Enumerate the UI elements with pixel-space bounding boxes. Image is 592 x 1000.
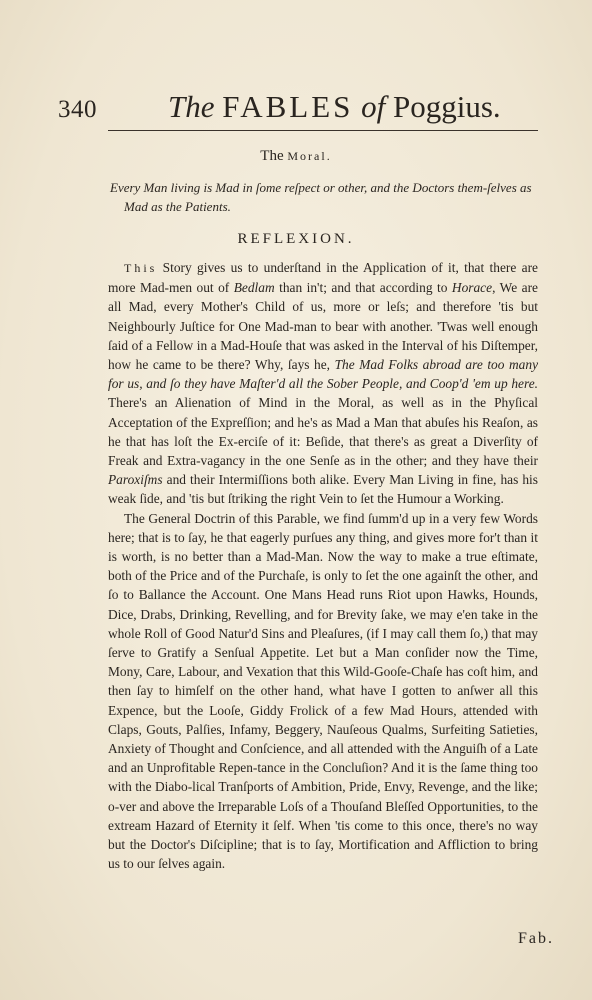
reflexion-heading: REFLEXION. [237, 231, 355, 247]
body-text [108, 258, 538, 874]
running-head-the: The [168, 89, 215, 124]
paragraph-1-s4: There's an Alienation of Mind in the Moral, as well as in the Phyſical Acceptation of the Expreſſion; and he's as Mad a Man that abuſes his Reaſon, as he that has loſt the Ex-erciſe of it: Beſide, that there's as great a Diverſity of Freak and Extra-vagancy in the one Senſe as in the other; and they have their [108, 395, 538, 469]
page-number: 340 [58, 96, 97, 123]
running-head-of: of [361, 89, 386, 124]
paragraph-1-s3: , We are all Mad, every Mother's Child of us, more or leſs; and therefore 'tis but Neighbourly Juſtice for One Mad-man to bear with another. 'Twas well enough ſaid of a Fellow in a Mad-Houſe that was asked in the Interval of his Diſtemper, how he came to be there? Why, ſays he, [108, 280, 538, 373]
paragraph-1-i2: Horace [451, 280, 493, 296]
moral-heading-the: The [260, 148, 284, 164]
catchword: Fab. [518, 930, 554, 947]
header-rule [108, 130, 538, 131]
running-head-author: Poggius. [393, 89, 501, 124]
moral-heading-word: Moral. [287, 149, 332, 163]
paragraph-1 [108, 258, 538, 509]
running-head [168, 89, 528, 125]
paragraph-1-s5: and their Intermiſſions both alike. Every Man Living in fine, has his weak ſide, and 'tis but ſtriking the right Vein to ſet the Humour a Working. [108, 472, 538, 507]
running-head-fables: FABLES [222, 89, 354, 124]
paragraph-1-i3: The Mad Folks abroad are too many for us, and ſo they have Maſter'd all the Sober People, and Coop'd 'em up here. [108, 357, 539, 392]
paragraph-1-i1: Bedlam [233, 280, 275, 296]
paragraph-2: The General Doctrin of this Parable, we find ſumm'd up in a very few Words here; that is to ſay, he that eagerly purſues any thing, and gives more for't than it is worth, is no better than a Mad-Man. Now the way to make a true eſtimate, both of the Price and of the Purchaſe, is only to ſet the one againſt the other, and ſo to Ballance the Account. One Mans Head runs Riot upon Hawks, Hounds, Dice, Drabs, Drinking, Revelling, and for Brevity ſake, we may e'en take in the whole Roll of Good Natur'd Sins and Pleaſures, (if I may call them ſo,) that may ſerve to Gratify a Senſual Appetite. Let but a Man conſider now the Time, Mony, Care, Labour, and Vexation that this Wild-Gooſe-Chaſe has coſt him, and then ſay to himſelf on the other hand, what have I gotten to anſwer all this Expence, but the Looſe, Giddy Frolick of a few Mad Hours, attended with Claps, Gouts, Palſies, Infamy, Beggery, Nauſeous Qualms, Surfeiting Satieties, Anxiety of Thought and Conſcience, and all attended with the Anguiſh of a Late and an Unprofitable Repen-tance in the Concluſion? And it is the ſame thing too with the Diabo-lical Tranſports of Ambition, Pride, Envy, Revenge, and the like; o-ver and above the Irreparable Loſs of a Thouſand Bleſſed Opportunities, to the extream Hazard of Eternity it ſelf. When 'tis come to this once, there's no way but the Doctor's Diſcipline; that is to ſay, Mortification and Affliction to bring us to our ſelves again. [108, 510, 538, 872]
moral-text: Every Man living is Mad in ſome reſpect or other, and the Doctors them-ſelves as Mad as the Patients. [110, 180, 532, 214]
paragraph-1-lead: This [124, 261, 158, 275]
paragraph-1-s2: than in't; and that according to [274, 280, 452, 296]
paragraph-1-i4: Paroxiſms [108, 472, 163, 488]
moral-heading [0, 148, 592, 165]
paragraph-1-s1: Story gives us to underſtand in the Application of it, that there are more Mad-men out of [108, 260, 538, 296]
